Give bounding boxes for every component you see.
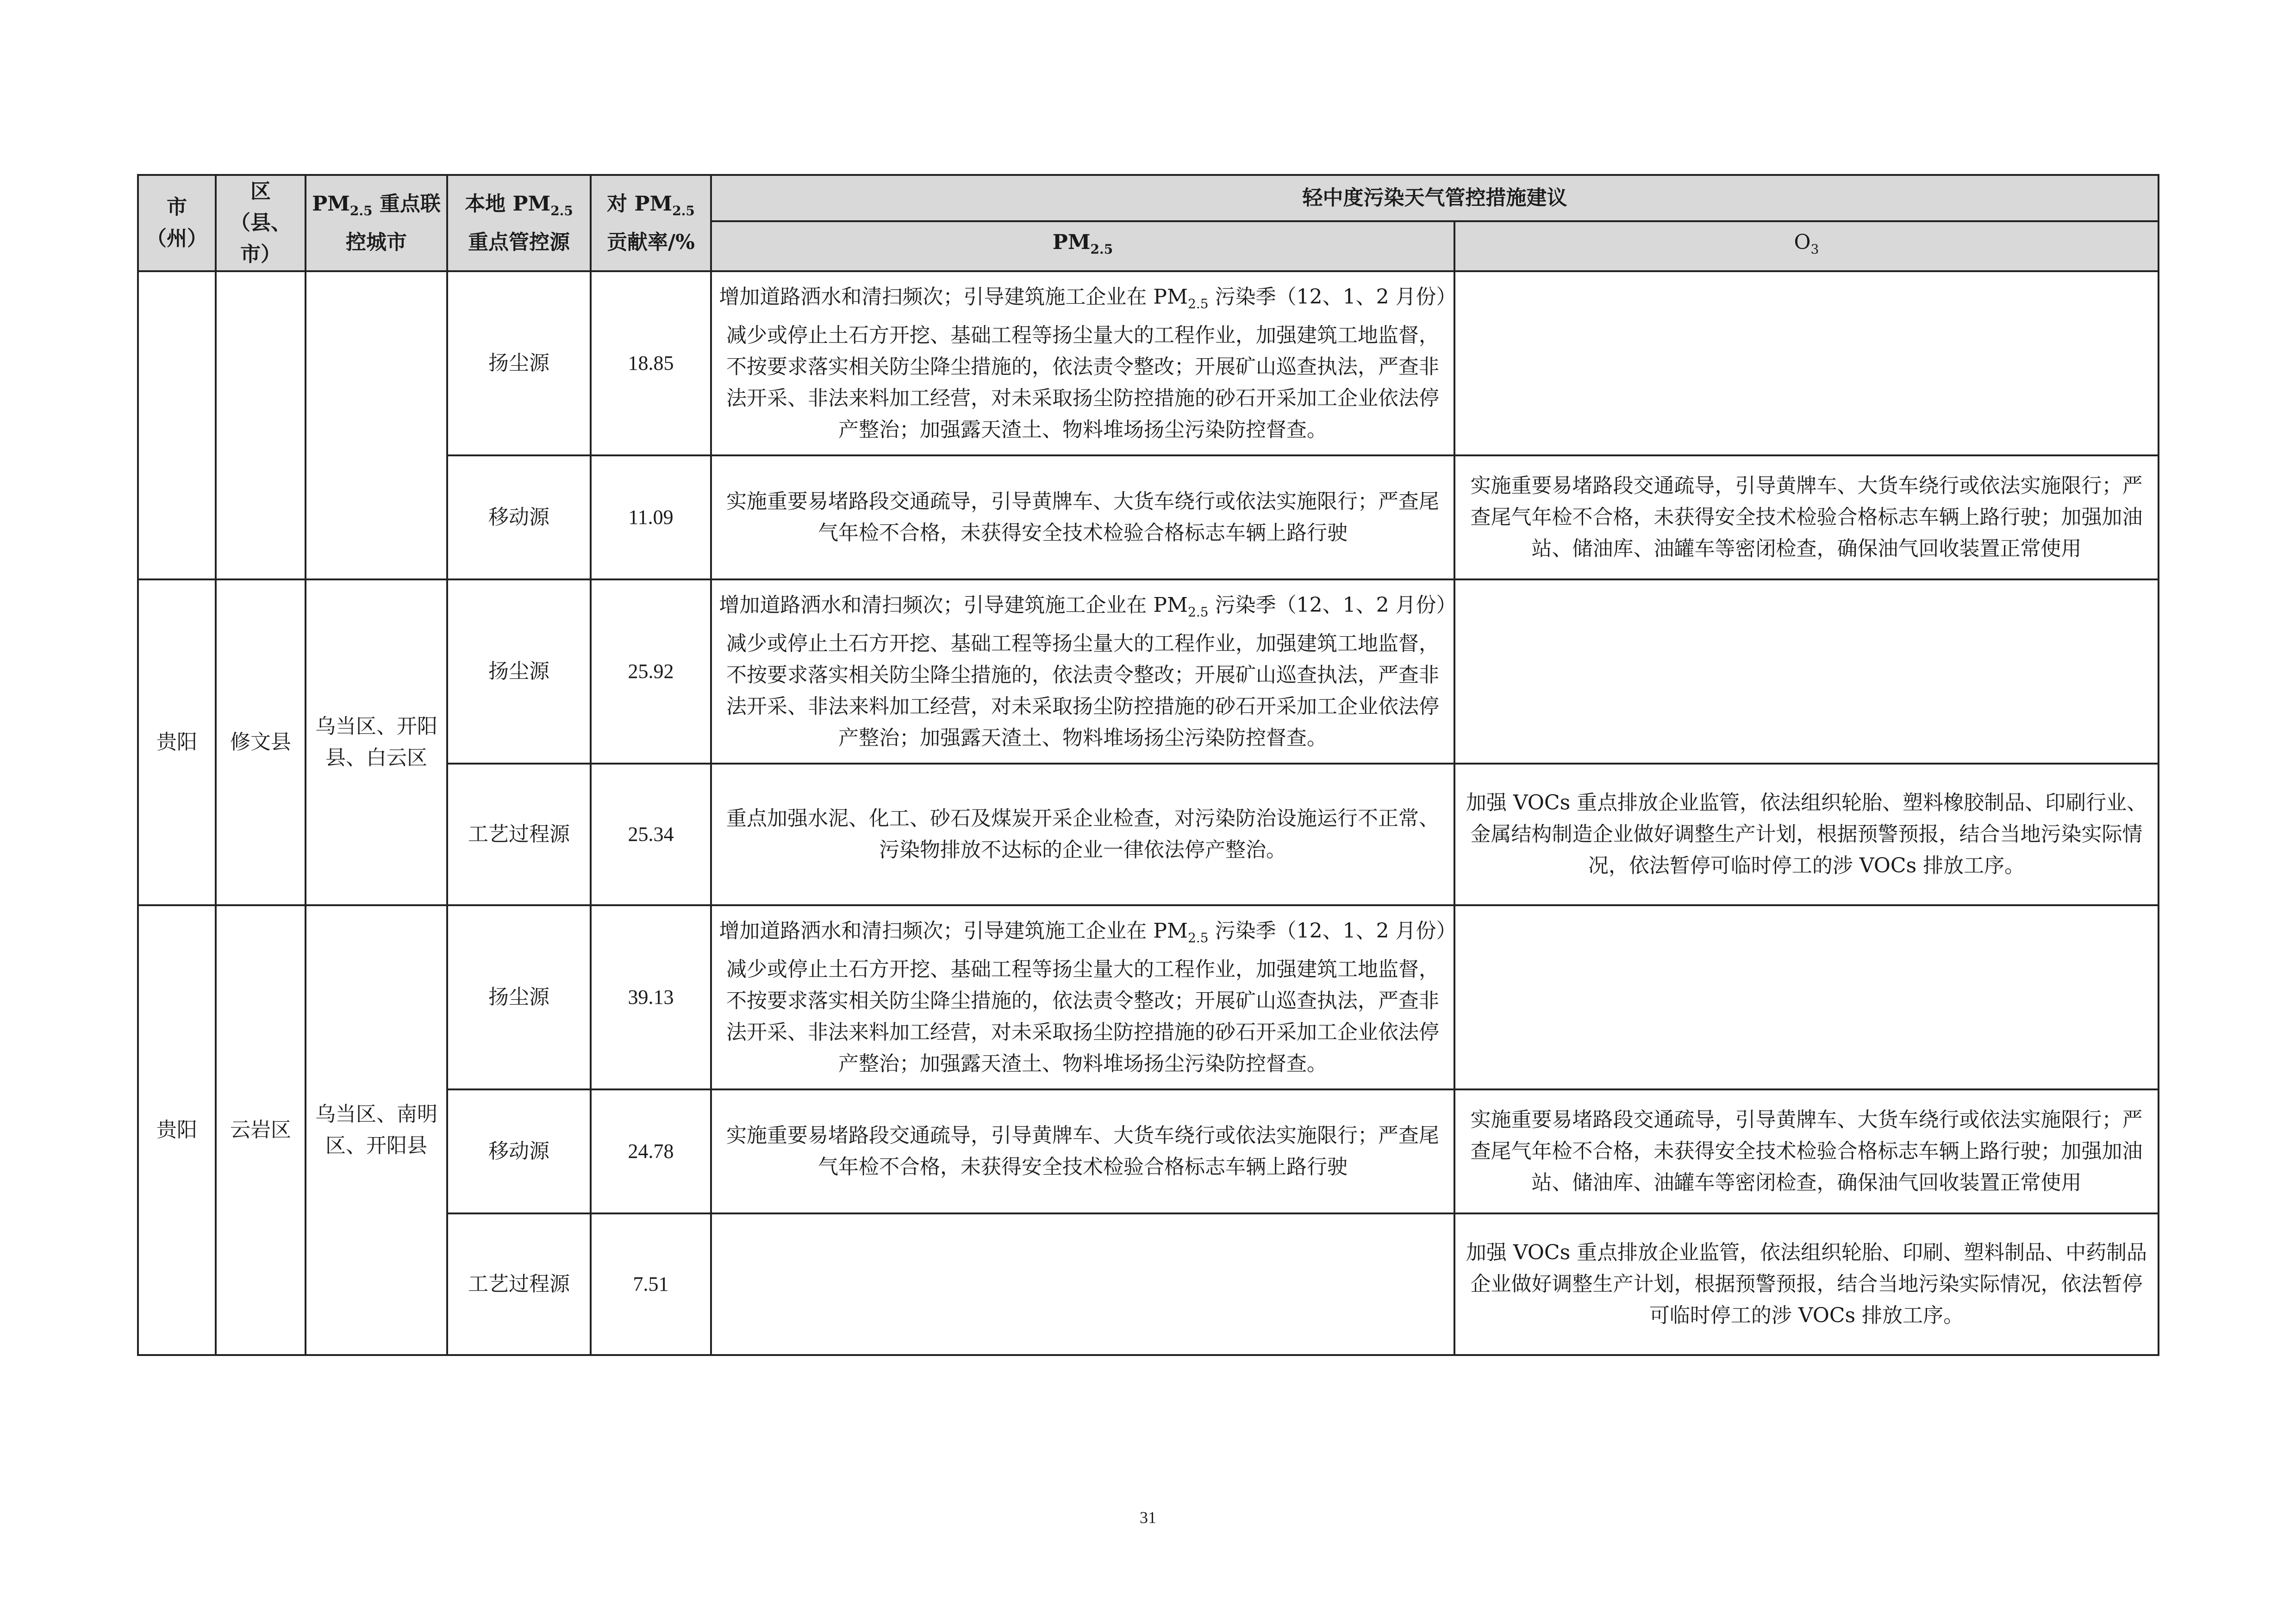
cell-city: 贵阳 [138, 579, 216, 905]
cell-rate: 24.78 [591, 1089, 711, 1213]
cell-source: 工艺过程源 [447, 764, 591, 905]
header-o3: $O_3$ [1454, 221, 2159, 271]
cell-pm25-measure: 增加道路洒水和清扫频次；引导建筑施工企业在 $PM_{2.5}$ 污染季（12、1、2 月份）减少或停止土石方开挖、基础工程等扬尘量大的工程作业，加强建筑工地监督，不按要求落实相关防尘降尘措施的，依法责令整改；开展矿山巡查执法，严查非法开采、非法来料加工经营，对未采取扬尘防控措施的砂石开采加工企业依法停产整治；加强露天渣土、物料堆场扬尘污染防控督查。 [711, 579, 1454, 764]
cell-source: 工艺过程源 [447, 1213, 591, 1355]
table-body [138, 271, 2159, 1355]
cell-district: 云岩区 [216, 905, 306, 1355]
cell-district: 修文县 [216, 579, 306, 905]
cell-rate: 39.13 [591, 905, 711, 1089]
cell-rate: 11.09 [591, 455, 711, 579]
header-joint-control-cities: $PM_{2.5}$ 重点联控城市 [306, 175, 447, 271]
table-row [138, 271, 2159, 455]
table-header [138, 175, 2159, 271]
cell-o3-measure [1454, 905, 2159, 1089]
cell-district [216, 271, 306, 579]
table-row [138, 905, 2159, 1089]
cell-o3-measure: 加强 VOCs 重点排放企业监管，依法组织轮胎、印刷、塑料制品、中药制品企业做好调整生产计划，根据预警预报，结合当地污染实际情况，依法暂停可临时停工的涉 VOCs 排放工序。 [1454, 1213, 2159, 1355]
cell-pm25-measure: 实施重要易堵路段交通疏导，引导黄牌车、大货车绕行或依法实施限行；严查尾气年检不合格，未获得安全技术检验合格标志车辆上路行驶 [711, 455, 1454, 579]
cell-source: 移动源 [447, 455, 591, 579]
cell-rate: 25.92 [591, 579, 711, 764]
cell-o3-measure: 实施重要易堵路段交通疏导，引导黄牌车、大货车绕行或依法实施限行；严查尾气年检不合格，未获得安全技术检验合格标志车辆上路行驶；加强加油站、储油库、油罐车等密闭检查，确保油气回收装置正常使用 [1454, 1089, 2159, 1213]
page-number: 31 [1140, 1508, 1156, 1527]
cell-source: 移动源 [447, 1089, 591, 1213]
cell-pm25-measure: 实施重要易堵路段交通疏导，引导黄牌车、大货车绕行或依法实施限行；严查尾气年检不合格，未获得安全技术检验合格标志车辆上路行驶 [711, 1089, 1454, 1213]
header-pm25: $PM_{2.5}$ [711, 221, 1454, 271]
cell-city [138, 271, 216, 579]
header-city: 市（州） [138, 175, 216, 271]
header-measures-group: 轻中度污染天气管控措施建议 [711, 175, 2159, 221]
cell-pm25-measure: 增加道路洒水和清扫频次；引导建筑施工企业在 $PM_{2.5}$ 污染季（12、1、2 月份）减少或停止土石方开挖、基础工程等扬尘量大的工程作业，加强建筑工地监督，不按要求落实相关防尘降尘措施的，依法责令整改；开展矿山巡查执法，严查非法开采、非法来料加工经营，对未采取扬尘防控措施的砂石开采加工企业依法停产整治；加强露天渣土、物料堆场扬尘污染防控督查。 [711, 905, 1454, 1089]
cell-o3-measure: 加强 VOCs 重点排放企业监管，依法组织轮胎、塑料橡胶制品、印刷行业、金属结构制造企业做好调整生产计划，根据预警预报，结合当地污染实际情况，依法暂停可临时停工的涉 VOCs 排放工序。 [1454, 764, 2159, 905]
cell-pm25-measure: 增加道路洒水和清扫频次；引导建筑施工企业在 $PM_{2.5}$ 污染季（12、1、2 月份）减少或停止土石方开挖、基础工程等扬尘量大的工程作业，加强建筑工地监督，不按要求落实相关防尘降尘措施的，依法责令整改；开展矿山巡查执法，严查非法开采、非法来料加工经营，对未采取扬尘防控措施的砂石开采加工企业依法停产整治；加强露天渣土、物料堆场扬尘污染防控督查。 [711, 271, 1454, 455]
header-local-key-source: 本地 $PM_{2.5}$ 重点管控源 [447, 175, 591, 271]
cell-source: 扬尘源 [447, 905, 591, 1089]
cell-city: 贵阳 [138, 905, 216, 1355]
cell-rate: 7.51 [591, 1213, 711, 1355]
cell-o3-measure: 实施重要易堵路段交通疏导，引导黄牌车、大货车绕行或依法实施限行；严查尾气年检不合格，未获得安全技术检验合格标志车辆上路行驶；加强加油站、储油库、油罐车等密闭检查，确保油气回收装置正常使用 [1454, 455, 2159, 579]
table-row [138, 579, 2159, 764]
header-district: 区（县、市） [216, 175, 306, 271]
cell-source: 扬尘源 [447, 271, 591, 455]
cell-joint-control-cities: 乌当区、南明区、开阳县 [306, 905, 447, 1355]
cell-joint-control-cities: 乌当区、开阳县、白云区 [306, 579, 447, 905]
cell-pm25-measure [711, 1213, 1454, 1355]
pollution-control-table [137, 174, 2159, 1356]
cell-o3-measure [1454, 271, 2159, 455]
cell-joint-control-cities [306, 271, 447, 579]
header-contribution-rate: 对 $PM_{2.5}$ 贡献率/% [591, 175, 711, 271]
cell-rate: 18.85 [591, 271, 711, 455]
cell-o3-measure [1454, 579, 2159, 764]
cell-source: 扬尘源 [447, 579, 591, 764]
cell-rate: 25.34 [591, 764, 711, 905]
cell-pm25-measure: 重点加强水泥、化工、砂石及煤炭开采企业检查，对污染防治设施运行不正常、污染物排放不达标的企业一律依法停产整治。 [711, 764, 1454, 905]
